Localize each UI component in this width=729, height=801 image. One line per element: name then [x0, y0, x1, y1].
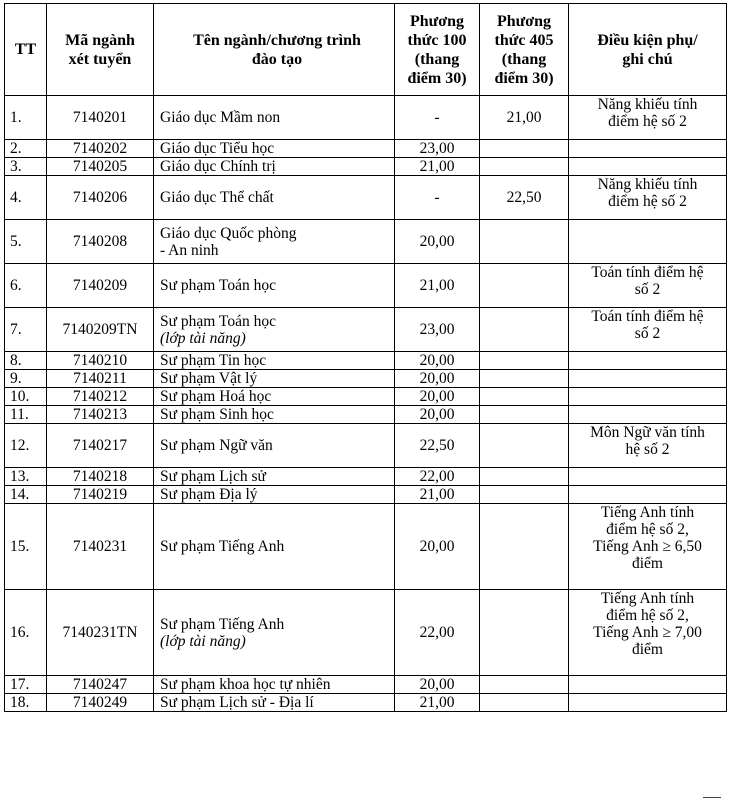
method-100-score-cell: 21,00	[395, 486, 480, 504]
method-405-score-cell	[480, 590, 569, 676]
program-name-cell: Sư phạm Tin học	[154, 352, 395, 370]
program-code-cell: 7140201	[47, 96, 154, 140]
table-row	[5, 388, 727, 406]
program-name-cell: Sư phạm Tiếng Anh (lớp tài năng)	[154, 590, 395, 676]
row-number-cell: 1.	[5, 96, 47, 140]
header-method-405: Phương thức 405 (thang điểm 30)	[480, 4, 569, 96]
program-code-cell: 7140218	[47, 468, 154, 486]
row-number-cell: 2.	[5, 140, 47, 158]
note-cell	[569, 694, 727, 712]
table-header-row	[5, 4, 727, 96]
row-number-cell: 11.	[5, 406, 47, 424]
row-number-cell: 6.	[5, 264, 47, 308]
program-code-cell: 7140213	[47, 406, 154, 424]
method-405-score-cell	[480, 388, 569, 406]
note-cell: Toán tính điểm hệ số 2	[569, 264, 727, 308]
method-100-score-cell: 20,00	[395, 220, 480, 264]
program-name-cell: Giáo dục Chính trị	[154, 158, 395, 176]
program-code-cell: 7140219	[47, 486, 154, 504]
method-100-score-cell: 20,00	[395, 676, 480, 694]
method-405-score-cell	[480, 370, 569, 388]
header-tt: TT	[5, 4, 47, 96]
note-cell	[569, 140, 727, 158]
method-405-score-cell: 22,50	[480, 176, 569, 220]
method-100-score-cell: 22,50	[395, 424, 480, 468]
method-405-score-cell	[480, 158, 569, 176]
row-number-cell: 18.	[5, 694, 47, 712]
header-code: Mã ngành xét tuyển	[47, 4, 154, 96]
program-name-cell: Sư phạm Địa lý	[154, 486, 395, 504]
program-code-cell: 7140217	[47, 424, 154, 468]
admission-score-table	[4, 3, 727, 712]
table-row	[5, 486, 727, 504]
table-row	[5, 370, 727, 388]
table-row	[5, 264, 727, 308]
row-number-cell: 8.	[5, 352, 47, 370]
header-method-100: Phương thức 100 (thang điểm 30)	[395, 4, 480, 96]
program-code-cell: 7140211	[47, 370, 154, 388]
method-100-score-cell: 20,00	[395, 370, 480, 388]
program-code-cell: 7140205	[47, 158, 154, 176]
table-row	[5, 676, 727, 694]
method-405-score-cell	[480, 468, 569, 486]
note-cell: Tiếng Anh tính điểm hệ số 2, Tiếng Anh ≥ 6,50 điểm	[569, 504, 727, 590]
method-100-score-cell: 21,00	[395, 158, 480, 176]
row-number-cell: 12.	[5, 424, 47, 468]
note-cell	[569, 158, 727, 176]
table-row	[5, 424, 727, 468]
program-code-cell: 7140247	[47, 676, 154, 694]
row-number-cell: 17.	[5, 676, 47, 694]
row-number-cell: 3.	[5, 158, 47, 176]
table-row	[5, 96, 727, 140]
method-405-score-cell	[480, 504, 569, 590]
table-row	[5, 308, 727, 352]
program-name-cell: Giáo dục Thể chất	[154, 176, 395, 220]
header-note: Điều kiện phụ/ ghi chú	[569, 4, 727, 96]
table-row	[5, 220, 727, 264]
page-corner-mark	[703, 797, 721, 798]
method-100-score-cell: 21,00	[395, 264, 480, 308]
table-row	[5, 158, 727, 176]
note-cell: Tiếng Anh tính điểm hệ số 2, Tiếng Anh ≥ 7,00 điểm	[569, 590, 727, 676]
method-100-score-cell: 20,00	[395, 352, 480, 370]
program-name-cell: Sư phạm Lịch sử - Địa lí	[154, 694, 395, 712]
row-number-cell: 7.	[5, 308, 47, 352]
note-cell	[569, 406, 727, 424]
program-name-cell: Sư phạm Toán học	[154, 264, 395, 308]
note-cell: Năng khiếu tính điểm hệ số 2	[569, 176, 727, 220]
table-body	[5, 96, 727, 712]
row-number-cell: 14.	[5, 486, 47, 504]
note-cell: Năng khiếu tính điểm hệ số 2	[569, 96, 727, 140]
row-number-cell: 13.	[5, 468, 47, 486]
program-code-cell: 7140208	[47, 220, 154, 264]
program-name-cell: Sư phạm Lịch sử	[154, 468, 395, 486]
row-number-cell: 9.	[5, 370, 47, 388]
program-name-cell: Sư phạm Tiếng Anh	[154, 504, 395, 590]
method-100-score-cell: -	[395, 96, 480, 140]
note-cell	[569, 220, 727, 264]
row-number-cell: 5.	[5, 220, 47, 264]
method-405-score-cell: 21,00	[480, 96, 569, 140]
table-row	[5, 140, 727, 158]
method-405-score-cell	[480, 140, 569, 158]
note-cell	[569, 370, 727, 388]
table-row	[5, 504, 727, 590]
method-405-score-cell	[480, 406, 569, 424]
program-name-cell: Sư phạm Ngữ văn	[154, 424, 395, 468]
method-405-score-cell	[480, 264, 569, 308]
method-100-score-cell: 22,00	[395, 590, 480, 676]
program-name-cell: Giáo dục Quốc phòng - An ninh	[154, 220, 395, 264]
program-code-cell: 7140206	[47, 176, 154, 220]
program-name-cell: Sư phạm khoa học tự nhiên	[154, 676, 395, 694]
program-name-cell: Sư phạm Vật lý	[154, 370, 395, 388]
note-cell	[569, 468, 727, 486]
program-code-cell: 7140209	[47, 264, 154, 308]
method-100-score-cell: 20,00	[395, 388, 480, 406]
method-405-score-cell	[480, 220, 569, 264]
program-name-cell: Giáo dục Tiểu học	[154, 140, 395, 158]
row-number-cell: 4.	[5, 176, 47, 220]
method-100-score-cell: 20,00	[395, 406, 480, 424]
program-code-cell: 7140212	[47, 388, 154, 406]
header-program-name: Tên ngành/chương trình đào tạo	[154, 4, 395, 96]
table-row	[5, 694, 727, 712]
method-100-score-cell: 23,00	[395, 140, 480, 158]
note-cell	[569, 486, 727, 504]
program-code-cell: 7140231	[47, 504, 154, 590]
program-name-cell: Giáo dục Mầm non	[154, 96, 395, 140]
method-405-score-cell	[480, 424, 569, 468]
program-name-cell: Sư phạm Hoá học	[154, 388, 395, 406]
program-code-cell: 7140210	[47, 352, 154, 370]
table-row	[5, 406, 727, 424]
method-405-score-cell	[480, 676, 569, 694]
method-100-score-cell: 20,00	[395, 504, 480, 590]
note-cell	[569, 388, 727, 406]
method-405-score-cell	[480, 486, 569, 504]
note-cell	[569, 676, 727, 694]
method-405-score-cell	[480, 352, 569, 370]
method-405-score-cell	[480, 694, 569, 712]
note-cell: Toán tính điểm hệ số 2	[569, 308, 727, 352]
table-row	[5, 352, 727, 370]
note-cell	[569, 352, 727, 370]
table-row	[5, 590, 727, 676]
program-code-cell: 7140231TN	[47, 590, 154, 676]
row-number-cell: 16.	[5, 590, 47, 676]
table-row	[5, 176, 727, 220]
program-code-cell: 7140249	[47, 694, 154, 712]
method-100-score-cell: 23,00	[395, 308, 480, 352]
program-code-cell: 7140202	[47, 140, 154, 158]
table-row	[5, 468, 727, 486]
note-cell: Môn Ngữ văn tính hệ số 2	[569, 424, 727, 468]
method-100-score-cell: 21,00	[395, 694, 480, 712]
method-100-score-cell: -	[395, 176, 480, 220]
row-number-cell: 10.	[5, 388, 47, 406]
method-100-score-cell: 22,00	[395, 468, 480, 486]
program-name-cell: Sư phạm Toán học (lớp tài năng)	[154, 308, 395, 352]
program-code-cell: 7140209TN	[47, 308, 154, 352]
method-405-score-cell	[480, 308, 569, 352]
program-name-cell: Sư phạm Sinh học	[154, 406, 395, 424]
row-number-cell: 15.	[5, 504, 47, 590]
